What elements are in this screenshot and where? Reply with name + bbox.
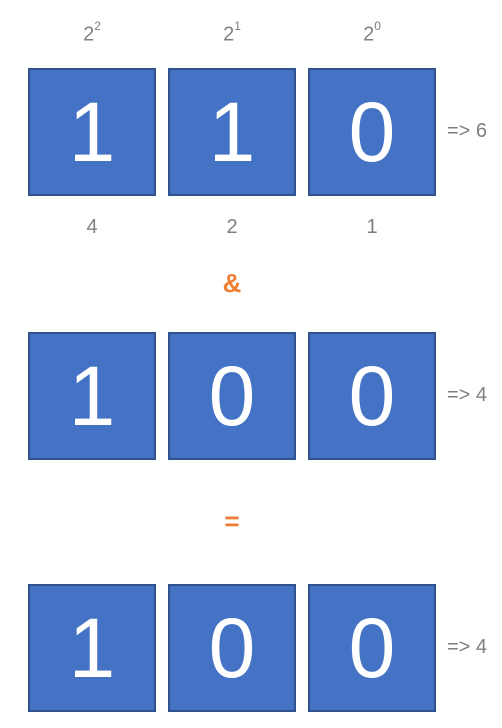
- row1-bit2-box: 1: [28, 68, 156, 196]
- power-label-bit2: $2^2$: [83, 19, 101, 46]
- row1-bit1-box: 1: [168, 68, 296, 196]
- weight-label-bit2: 4: [86, 216, 98, 238]
- row2-bit2-box: 1: [28, 332, 156, 460]
- row1-result: => 6: [447, 120, 488, 142]
- row3-bit0-box: 0: [308, 584, 436, 712]
- weight-label-bit0: 1: [366, 216, 378, 238]
- equals-operator: =: [224, 506, 240, 536]
- power-label-bit0: $2^0$: [363, 19, 381, 46]
- row2-bit0-box: 0: [308, 332, 436, 460]
- weight-label-bit1: 2: [226, 216, 238, 238]
- row3-result: => 4: [447, 636, 488, 658]
- and-operator: &: [222, 268, 242, 298]
- row2-bit1-box: 0: [168, 332, 296, 460]
- row3-bit2-box: 1: [28, 584, 156, 712]
- row2-result: => 4: [447, 384, 488, 406]
- row3-bit1-box: 0: [168, 584, 296, 712]
- power-label-bit1: $2^1$: [223, 19, 241, 46]
- row1-bit0-box: 0: [308, 68, 436, 196]
